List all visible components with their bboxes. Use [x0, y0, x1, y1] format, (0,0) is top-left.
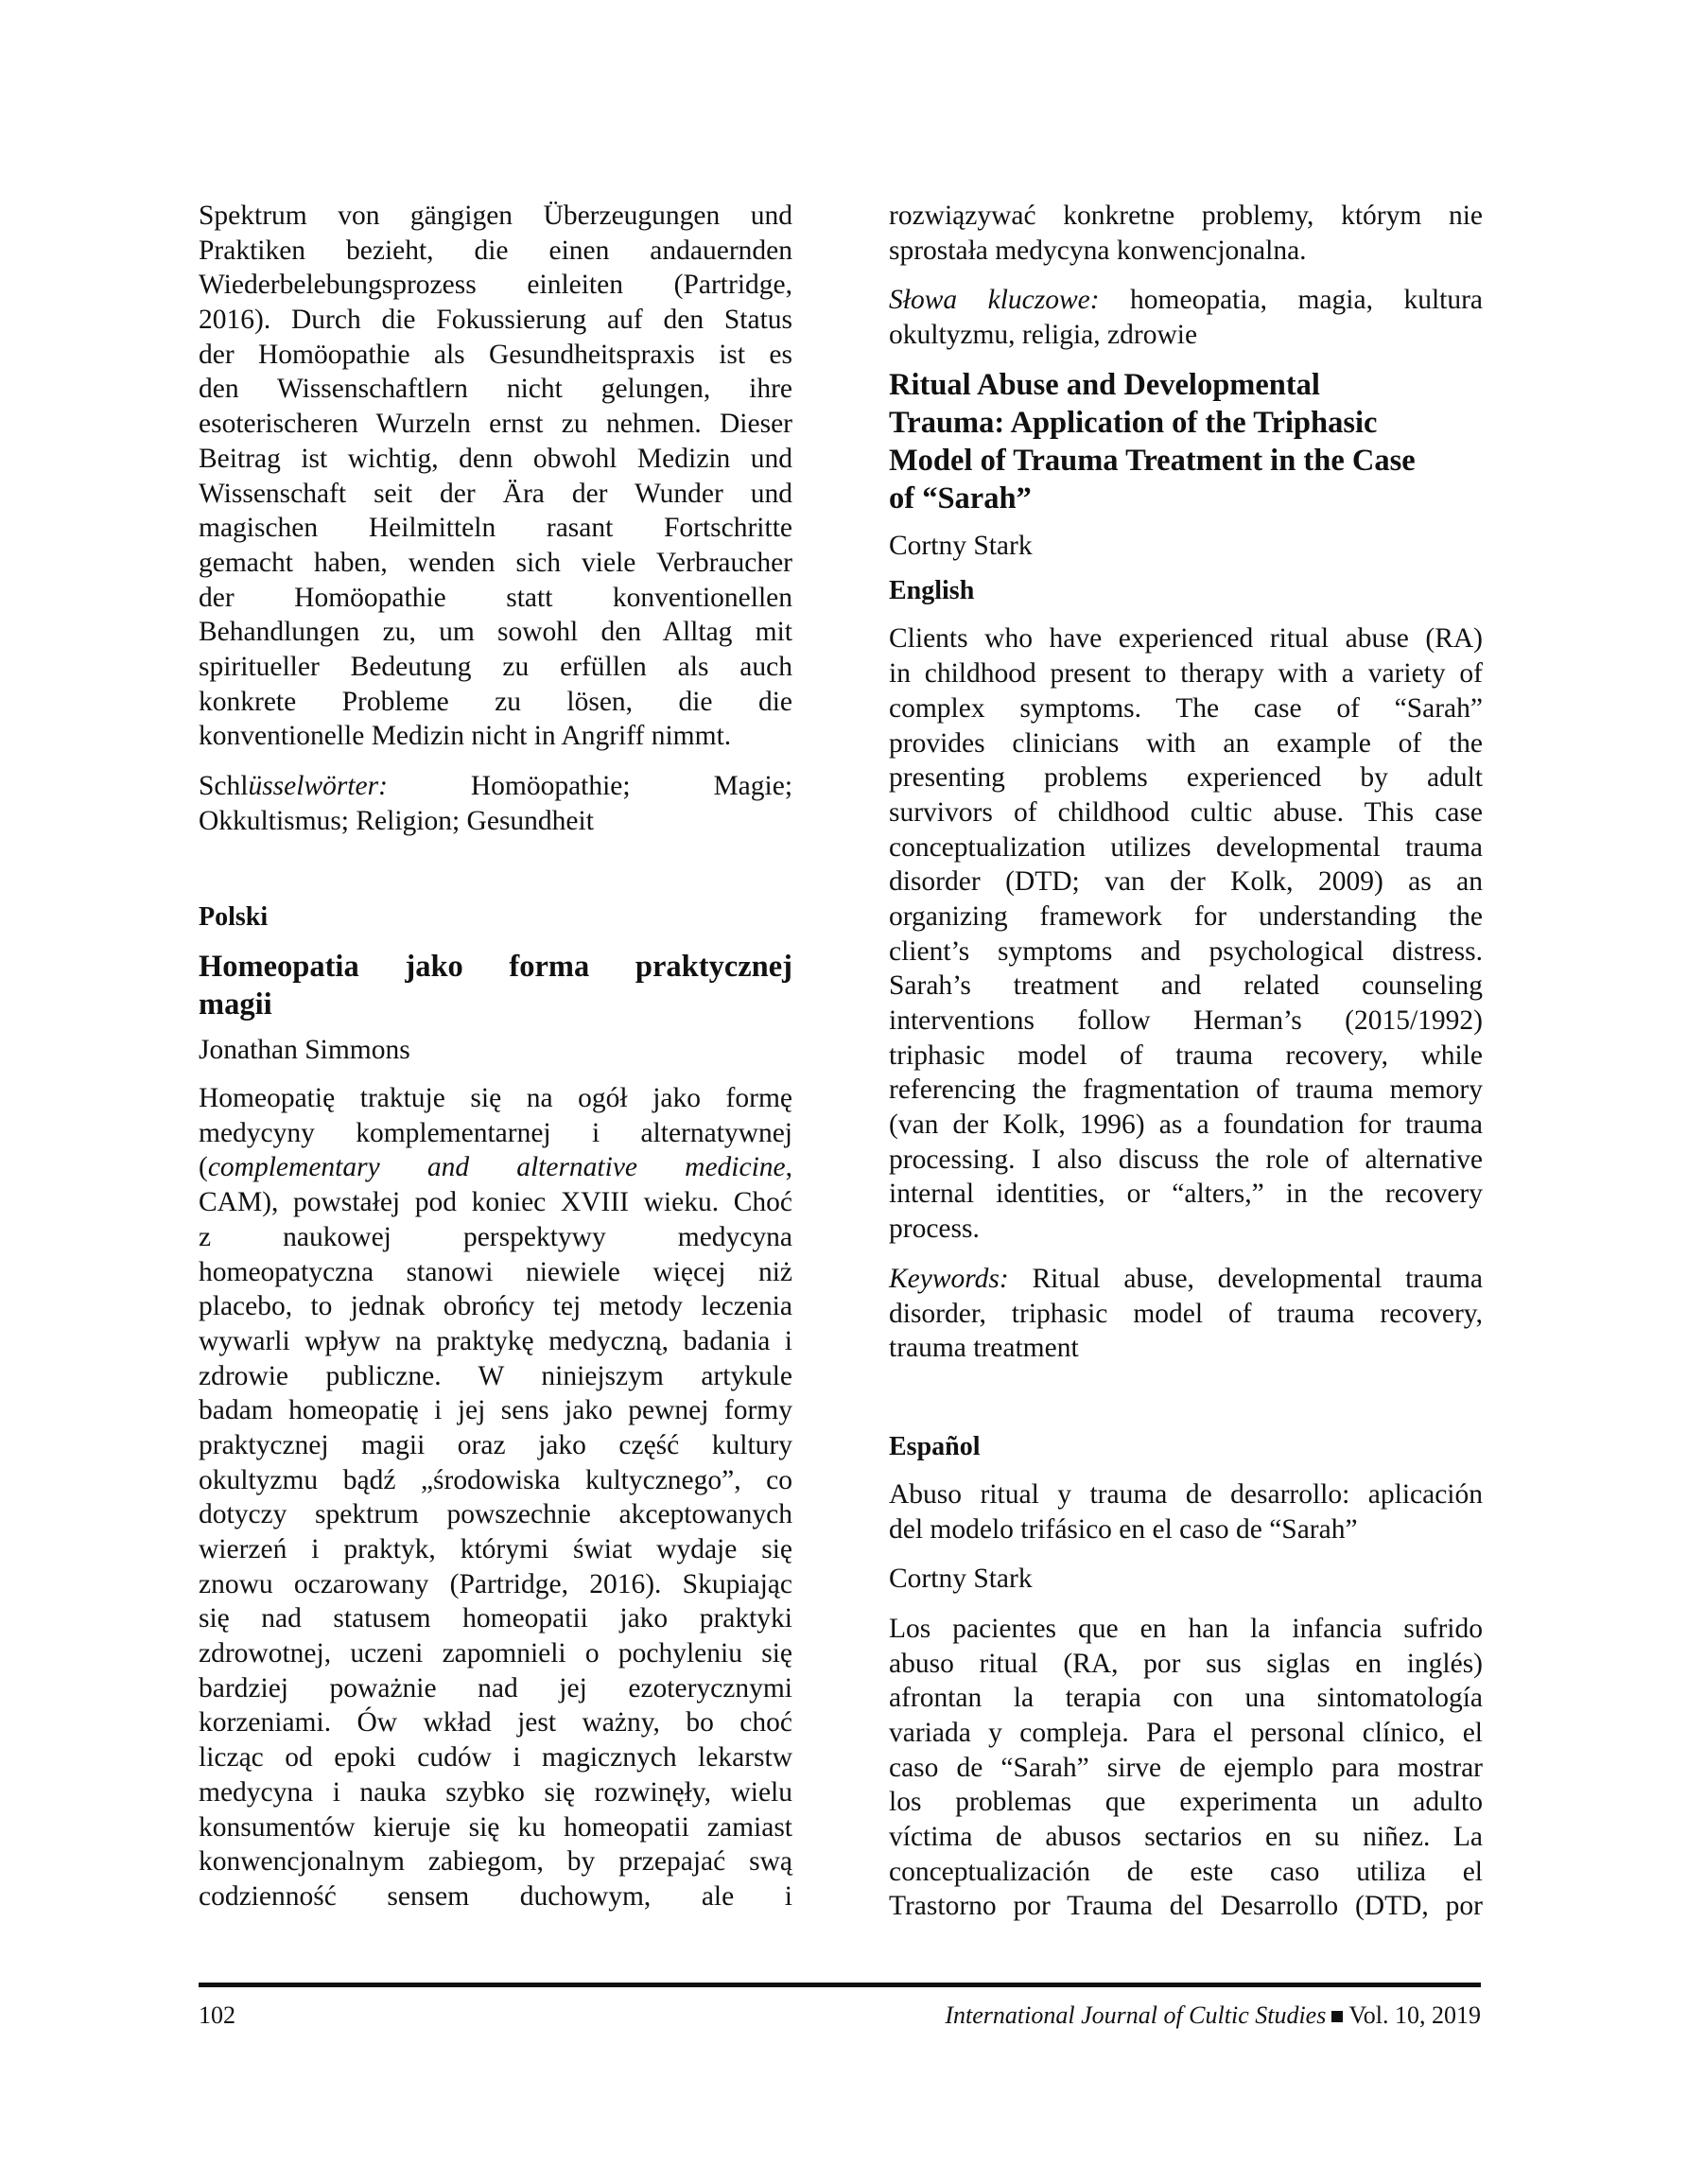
title-line: Trauma: Application of the Triphasic	[889, 405, 1378, 440]
polish-abstract	[199, 1081, 792, 1914]
text-line: caso de “Sarah” sirve de ejemplo para mostrar	[889, 1752, 1483, 1783]
title-line: Homeopatia jako forma praktycznej	[199, 950, 792, 985]
keywords-label: üsselwörter:	[248, 771, 388, 801]
text-line: esoterischeren Wurzeln ernst zu nehmen. Dieser	[199, 409, 792, 440]
language-heading-espanol: Español	[889, 1431, 981, 1461]
text-line: licząc od epoki cudów i magicznych lekarstw	[199, 1742, 792, 1773]
text-line: Wiederbelebungsprozess einleiten (Partridge,	[199, 270, 792, 301]
language-heading-polski: Polski	[199, 902, 269, 933]
keywords-label: Keywords:	[889, 1263, 1009, 1294]
text-line: medycyny komplementarnej i alternatywnej	[199, 1117, 792, 1148]
polish-abstract-tail	[889, 199, 1483, 268]
text-line: wywarli wpływ na praktykę medyczną, badania i	[199, 1325, 792, 1356]
text-line: processing. I also discuss the role of alternative	[889, 1144, 1483, 1175]
text-line: den Wissenschaftlern nicht gelungen, ihre	[199, 374, 792, 405]
text-line: process.	[889, 1214, 980, 1245]
text-line: (complementary and alternative medicine,	[199, 1152, 793, 1183]
german-abstract-tail	[199, 199, 792, 754]
text-line: konwencjonalnym zabiegom, by przepajać swą	[199, 1846, 792, 1878]
english-keywords	[889, 1262, 1483, 1366]
text-line: konsumentów kieruje się ku homeopatii zamiast	[199, 1811, 792, 1843]
text-line: korzeniami. Ów wkład jest ważny, bo choć	[199, 1707, 792, 1738]
text-line: zdrowotnej, uczeni zapomnieli o pochyleniu się	[199, 1638, 792, 1669]
text-line: magischen Heilmitteln rasant Fortschritte	[199, 513, 792, 544]
text-line: der Homöopathie als Gesundheitspraxis ist es	[199, 339, 792, 370]
polish-keywords	[889, 283, 1483, 352]
right-column	[889, 199, 1483, 1924]
left-column	[199, 199, 792, 1914]
text-line: in childhood present to therapy with a variety of	[889, 658, 1483, 690]
keyword: Magie;	[713, 771, 793, 801]
volume-year: Vol. 10, 2019	[1348, 2001, 1481, 2029]
text-line: (van der Kolk, 1996) as a foundation for trauma	[889, 1109, 1483, 1141]
text-line: conceptualización de este caso utiliza el	[889, 1856, 1483, 1887]
text-line: presenting problems experienced by adult	[889, 762, 1483, 794]
text-line: afrontan la terapia con una sintomatología	[889, 1683, 1483, 1714]
text-line: wierzeń i praktyk, którymi świat wydaje się	[199, 1534, 792, 1564]
text-line: rozwiązywać konkretne problemy, którym nie	[889, 201, 1483, 231]
text-line: víctima de abusos sectarios en su niñez. La	[889, 1822, 1483, 1853]
keywords-line	[889, 283, 1483, 318]
text-line: bardziej poważnie nad jej ezoterycznymi	[199, 1672, 792, 1704]
text-line: referencing the fragmentation of trauma memory	[889, 1075, 1483, 1106]
text-line: spiritueller Bedeutung zu erfüllen als auch	[199, 651, 792, 682]
language-heading-english: English	[889, 576, 975, 606]
text-line: Trastorno por Trauma del Desarrollo (DTD, por	[889, 1891, 1483, 1922]
text-line: konkrete Probleme zu lösen, die die	[199, 686, 792, 717]
article-title-polish	[199, 948, 792, 1023]
author-name	[889, 529, 1483, 564]
keywords-text: Ritual abuse, developmental trauma	[1032, 1263, 1483, 1294]
text-line: z naukowej perspektywy medycyna	[199, 1221, 792, 1252]
keyword: Homöopathie;	[470, 771, 631, 801]
text-line: interventions follow Herman’s (2015/1992)	[889, 1005, 1483, 1036]
text-line: homeopatyczna stanowi niewiele więcej niż	[199, 1256, 792, 1287]
keywords-line: disorder, triphasic model of trauma recovery,	[889, 1298, 1483, 1329]
keywords-text: homeopatia, magia, kultura	[1130, 285, 1483, 316]
title-line: magii	[199, 987, 272, 1022]
text-line: Wissenschaft seit der Ära der Wunder und	[199, 478, 792, 509]
title-line: of “Sarah”	[889, 480, 1032, 515]
text-line: conceptualization utilizes developmental trauma	[889, 831, 1483, 863]
text-line: Spektrum von gängigen Überzeugungen und	[199, 201, 792, 231]
keywords-line: trauma treatment	[889, 1333, 1079, 1364]
text-line: sprostała medycyna konwencjonalna.	[889, 235, 1307, 266]
keywords-line: okultyzmu, religia, zdrowie	[889, 320, 1198, 351]
text-line: internal identities, or “alters,” in the recovery	[889, 1179, 1483, 1210]
author-name	[199, 1033, 792, 1068]
german-keywords	[199, 769, 792, 838]
text-line: Los pacientes que en han la infancia sufrido	[889, 1613, 1483, 1644]
keywords-label-prefix: Schl	[199, 771, 249, 801]
english-abstract	[889, 621, 1483, 1246]
text-line: okultyzmu bądź „środowiska kultycznego”, co	[199, 1464, 792, 1495]
author-text: Cortny Stark	[889, 530, 1033, 561]
text-line: triphasic model of trauma recovery, while	[889, 1040, 1483, 1071]
title-line: Ritual Abuse and Developmental	[889, 367, 1320, 402]
text-line: Homeopatię traktuje się na ogół jako formę	[199, 1083, 792, 1114]
journal-name: International Journal of Cultic Studies	[945, 2001, 1327, 2029]
text-line: der Homöopathie statt konventionellen	[199, 582, 792, 613]
footer-rule	[199, 1983, 1481, 1987]
keywords-line	[889, 1262, 1483, 1297]
text-line: zdrowie publiczne. W niniejszym artykule	[199, 1360, 792, 1391]
text-line: medycyna i nauka szybko się rozwinęły, wielu	[199, 1776, 792, 1808]
text-line: disorder (DTD; van der Kolk, 2009) as an	[889, 866, 1483, 898]
spanish-title	[889, 1477, 1483, 1546]
journal-citation	[945, 2001, 1481, 2030]
title-line: del modelo trifásico en el caso de “Sarah”	[889, 1513, 1358, 1545]
keywords-line: Okkultismus; Religion; Gesundheit	[199, 805, 594, 836]
text-line: praktycznej magii oraz jako część kultury	[199, 1429, 792, 1460]
text-line: Behandlungen zu, um sowohl den Alltag mit	[199, 617, 792, 648]
author-text: Jonathan Simmons	[199, 1035, 410, 1066]
text-line: gemacht haben, wenden sich viele Verbraucher	[199, 547, 792, 578]
text-line: Sarah’s treatment and related counseling	[889, 970, 1483, 1002]
text-line: codzienność sensem duchowym, ale i	[199, 1880, 792, 1912]
text-line: dotyczy spektrum powszechnie akceptowanych	[199, 1499, 792, 1530]
title-line: Model of Trauma Treatment in the Case	[889, 443, 1416, 478]
text-line: badam homeopatię i jej sens jako pewnej formy	[199, 1395, 792, 1426]
text-line: Praktiken bezieht, die einen andauernden	[199, 235, 792, 266]
spanish-abstract	[889, 1612, 1483, 1924]
author-name	[889, 1562, 1483, 1597]
page-number: 102	[199, 2001, 235, 2029]
text-line: 2016). Durch die Fokussierung auf den Status	[199, 305, 792, 336]
title-line: Abuso ritual y trauma de desarrollo: aplicación	[889, 1478, 1483, 1510]
article-title-english	[889, 366, 1483, 517]
author-text: Cortny Stark	[889, 1564, 1033, 1595]
text-line: los problemas que experimenta un adulto	[889, 1787, 1483, 1818]
text-line: znowu oczarowany (Partridge, 2016). Skupiając	[199, 1568, 792, 1599]
keywords-line	[199, 769, 792, 804]
text-line: abuso ritual (RA, por sus siglas en inglés)	[889, 1648, 1483, 1679]
text-line: organizing framework for understanding the	[889, 900, 1483, 932]
square-separator-icon	[1331, 2011, 1343, 2022]
text-line: complex symptoms. The case of “Sarah”	[889, 692, 1483, 724]
text-line: konventionelle Medizin nicht in Angriff nimmt.	[199, 721, 732, 752]
text-line: variada y compleja. Para el personal clínico, el	[889, 1718, 1483, 1748]
text-line: Beitrag ist wichtig, denn obwohl Medizin und	[199, 443, 792, 474]
text-line: placebo, to jednak obrońcy tej metody leczenia	[199, 1291, 792, 1322]
text-line: survivors of childhood cultic abuse. This case	[889, 796, 1483, 828]
text-line: provides clinicians with an example of the	[889, 727, 1483, 759]
keywords-label: Słowa kluczowe:	[889, 285, 1100, 316]
text-line: Clients who have experienced ritual abuse (RA)	[889, 623, 1483, 655]
text-line: client’s symptoms and psychological distress.	[889, 935, 1483, 967]
text-line: CAM), powstałej pod koniec XVIII wieku. Choć	[199, 1187, 792, 1218]
text-line: się nad statusem homeopatii jako praktyki	[199, 1603, 792, 1634]
